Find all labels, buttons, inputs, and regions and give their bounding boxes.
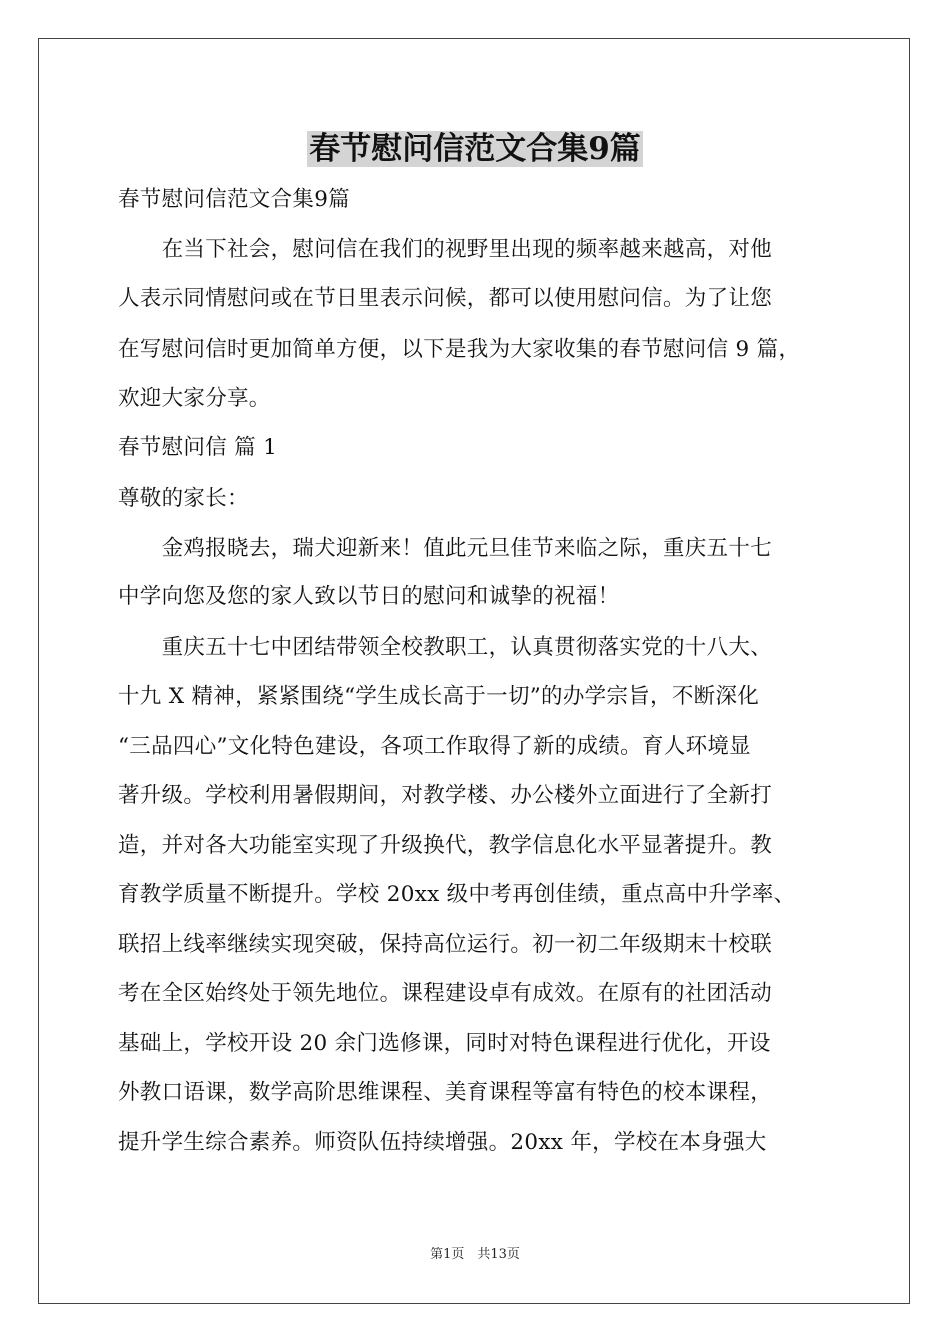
body-line-16: 联招上线率继续实现突破，保持高位运行。初一初二年级期末十校联 — [118, 932, 773, 957]
body-line-14: 造，并对各大功能室实现了升级换代，教学信息化水平显著提升。教 — [118, 833, 773, 858]
body-line-9: 中学向您及您的家人致以节日的慰问和诚挚的祝福！ — [118, 584, 620, 609]
body-line-12: “三品四心”文化特色建设，各项工作取得了新的成绩。育人环境显 — [118, 734, 751, 759]
body-line-20: 提升学生综合素养。师资队伍持续增强。20xx 年，学校在本身强大 — [118, 1130, 767, 1155]
body-line-17: 考在全区始终处于领先地位。课程建设卓有成效。在原有的社团活动 — [118, 981, 773, 1006]
page-number-footer: 第1页 共13页 — [430, 1247, 520, 1262]
body-line-11: 十九 X 精神，紧紧围绕“学生成长高于一切”的办学宗旨，不断深化 — [118, 684, 760, 709]
body-line-2: 在当下社会，慰问信在我们的视野里出现的频率越来越高，对他 — [118, 237, 773, 262]
page-border — [38, 38, 910, 1304]
body-line-13: 著升级。学校利用暑假期间，对教学楼、办公楼外立面进行了全新打 — [118, 783, 773, 808]
body-line-18: 基础上，学校开设 20 余门选修课，同时对特色课程进行优化，开设 — [118, 1031, 771, 1056]
body-line-3: 人表示同情慰问或在节日里表示问候，都可以使用慰问信。为了让您 — [118, 286, 773, 311]
body-line-10: 重庆五十七中团结带领全校教职工，认真贯彻落实党的十八大、 — [118, 635, 773, 660]
body-line-1: 春节慰问信范文合集9篇 — [118, 187, 350, 212]
body-line-5: 欢迎大家分享。 — [118, 386, 271, 411]
body-line-19: 外教口语课，数学高阶思维课程、美育课程等富有特色的校本课程， — [118, 1080, 773, 1105]
body-line-15: 育教学质量不断提升。学校 20xx 级中考再创佳绩，重点高中升学率、 — [118, 882, 796, 907]
document-title — [0, 124, 950, 174]
body-line-4: 在写慰问信时更加简单方便，以下是我为大家收集的春节慰问信 9 篇， — [118, 337, 801, 362]
body-line-8: 金鸡报晓去，瑞犬迎新来！值此元旦佳节来临之际，重庆五十七 — [118, 536, 773, 561]
body-line-6: 春节慰问信 篇 1 — [118, 435, 278, 460]
body-line-7: 尊敬的家长： — [118, 486, 249, 511]
title-text: 春节慰问信范文合集9篇 — [309, 131, 641, 167]
